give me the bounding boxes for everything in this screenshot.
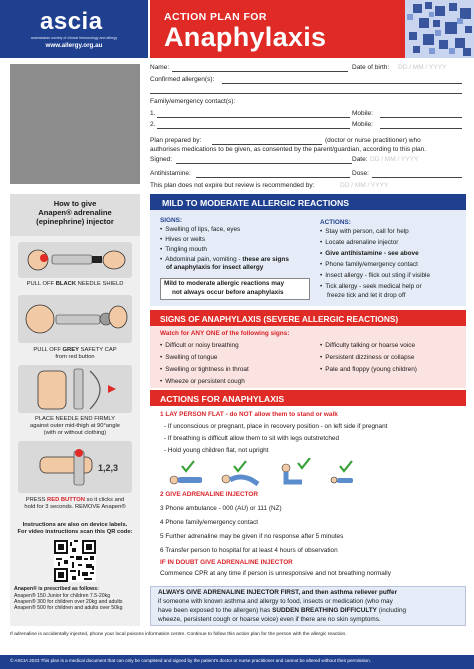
title-pre: ACTION PLAN FOR: [164, 11, 267, 23]
allergens-label: Confirmed allergen(s):: [150, 76, 215, 83]
mild-warning-2: not always occur before anaphylaxis: [172, 289, 284, 296]
action-step-4: 4 Phone family/emergency contact: [160, 519, 259, 526]
anapen-title-line-2: Anapen® adrenaline: [38, 208, 112, 217]
step1-caption-post: NEEDLE SHIELD: [77, 281, 124, 287]
expiry-field[interactable]: DD / MM / YYYY: [340, 182, 389, 189]
step2-caption-post: SAFETY CAP: [80, 347, 117, 353]
step3-caption-2: against outer mid-thigh at 90°angle: [30, 423, 120, 429]
step2-subcaption: from red button: [55, 354, 95, 360]
mild-action-2: • Locate adrenaline injector: [320, 239, 398, 247]
org-name: australasian society of clinical immunology and allergy: [30, 36, 118, 40]
step4-caption-em: RED BUTTON: [47, 497, 85, 503]
date-field[interactable]: DD / MM / YYYY: [370, 156, 419, 163]
asthma-line-3: [158, 607, 406, 615]
svg-text:1,2,3: 1,2,3: [98, 463, 119, 473]
antihistamine-label: Antihistamine:: [150, 170, 191, 177]
expiry-label: This plan does not expire but review is recommended by:: [150, 182, 315, 189]
step3-caption-1: PLACE NEEDLE END FIRMLY: [34, 416, 116, 422]
lying-flat-figure: [170, 461, 202, 484]
asthma-line-2: if someone with known asthma and allergy to food, insects or medication (who may: [158, 598, 393, 605]
positioning-illustration: [164, 458, 374, 488]
mobile-2-field[interactable]: [380, 128, 462, 129]
mild-sign-2: • Hives or welts: [160, 236, 205, 244]
child-flat-figure: [331, 461, 353, 483]
signed-label: Signed:: [150, 156, 173, 163]
step1-caption: [10, 281, 140, 288]
prepared-by-field[interactable]: [212, 144, 322, 145]
instructions-note-1: Instructions are also on device labels.: [22, 522, 128, 528]
severe-sign-6: • Persistent dizziness or collapse: [320, 354, 414, 362]
action-step-2: 2 GIVE ADRENALINE INJECTOR: [160, 491, 259, 498]
contact-2-num: 2.: [150, 121, 156, 128]
step2-illustration: [18, 295, 132, 343]
mild-sign-1: • Swelling of lips, face, eyes: [160, 226, 240, 234]
org-url[interactable]: www.allergy.org.au: [45, 42, 103, 49]
step2-caption-pre: PULL OFF: [33, 347, 61, 353]
step1-caption-em: BLACK: [55, 281, 77, 287]
asthma-line-4: wheeze, persistent cough or hoarse voice) even if there are no skin symptoms.: [158, 616, 381, 623]
step3-caption-3: (with or without clothing): [43, 430, 107, 436]
mild-sign-4: [160, 256, 289, 264]
severe-sign-7: • Pale and floppy (young children): [320, 366, 417, 374]
prescription-2: Anapen® 300 for children over 20kg and adults: [14, 599, 123, 605]
actions-label: ACTIONS:: [320, 219, 351, 226]
allergens-field-2[interactable]: [150, 93, 462, 94]
mobile-1-field[interactable]: [380, 117, 462, 118]
severe-sign-4: • Wheeze or persistent cough: [160, 378, 245, 386]
header-decoration: [405, 0, 474, 58]
dose-field[interactable]: [372, 177, 462, 178]
mobile-1-label: Mobile:: [352, 110, 373, 117]
mobile-2-label: Mobile:: [352, 121, 373, 128]
mild-action-5: • Insect allergy - flick out sting if visible: [320, 272, 430, 280]
step4-caption-pre: PRESS: [25, 497, 46, 503]
asthma-line-3-em: SUDDEN BREATHING DIFFICULTY: [272, 607, 377, 614]
step4-illustration: [18, 441, 132, 493]
footer-text: © ASCIA 2023 This plan is a medical document that can only be completed and signed by the patient's doctor or nurse practitioner and cannot be altered without their permission.: [10, 658, 371, 663]
name-field[interactable]: [172, 71, 348, 72]
actions-heading: ACTIONS FOR ANAPHYLAXIS: [160, 394, 285, 404]
cpr-note: Commence CPR at any time if person is unresponsive and not breathing normally: [160, 570, 391, 577]
asthma-line-3-post: (including: [378, 607, 407, 614]
step4-caption-2: hold for 3 seconds. REMOVE Anapen®: [24, 504, 126, 510]
accidental-injection-note: If adrenaline is accidentally injected, phone your local poisons information centre. Continue to follow this action plan for the person with the allergic reaction.: [10, 632, 347, 637]
authorises-text: authorises medications to be given, as consented by the parent/guardian, according to this plan.: [150, 146, 427, 153]
instructions-note-2: For video instructions scan this QR code:: [17, 529, 133, 535]
severe-sign-1: • Difficult or noisy breathing: [160, 342, 239, 350]
sitting-figure: [282, 458, 310, 482]
action-step-1a: - If unconscious or pregnant, place in recovery position - on left side if pregnant: [164, 423, 388, 430]
step2-caption: [10, 347, 140, 354]
prepared-by-note: (doctor or nurse practitioner) who: [325, 137, 421, 144]
prescription-title: Anapen® is prescribed as follows:: [14, 586, 99, 592]
severe-sign-2: • Swelling of tongue: [160, 354, 217, 362]
allergens-field-1[interactable]: [222, 83, 462, 84]
action-step-1c: - Hold young children flat, not upright: [164, 447, 269, 454]
antihistamine-field[interactable]: [196, 177, 350, 178]
action-step-3: 3 Phone ambulance - 000 (AU) or 111 (NZ): [160, 505, 282, 512]
dob-label: Date of birth:: [352, 64, 390, 71]
severe-heading: SIGNS OF ANAPHYLAXIS (SEVERE ALLERGIC REACTIONS): [160, 314, 399, 324]
date-label: Date:: [352, 156, 368, 163]
step1-caption-pre: PULL OFF: [26, 281, 55, 287]
signs-label: SIGNS:: [160, 217, 183, 224]
name-label: Name:: [150, 64, 170, 71]
anapen-title-line-1: How to give: [53, 199, 97, 208]
contact-2-field[interactable]: [157, 128, 350, 129]
contacts-label: Family/emergency contact(s):: [150, 98, 236, 105]
prescription-3: Anapen® 500 for children and adults over 50kg: [14, 605, 123, 611]
action-step-1: 1 LAY PERSON FLAT - do NOT allow them to stand or walk: [160, 411, 338, 418]
contact-1-num: 1.: [150, 110, 156, 117]
mild-action-6-cont: freeze tick and let it drop off: [327, 292, 406, 299]
step2-caption-em: GREY: [62, 347, 79, 353]
anapen-title-line-3: (epinephrine) injector: [36, 217, 114, 226]
patient-photo-placeholder[interactable]: [10, 64, 140, 184]
dose-label: Dose:: [352, 170, 369, 177]
asthma-line-1: ALWAYS GIVE ADRENALINE INJECTOR FIRST, and then asthma reliever puffer: [158, 589, 398, 596]
signed-field[interactable]: [176, 163, 352, 164]
doubt-note: IF IN DOUBT GIVE ADRENALINE INJECTOR: [160, 559, 293, 566]
action-step-6: 6 Transfer person to hospital for at least 4 hours of observation: [160, 547, 338, 554]
mild-action-3: • Give antihistamine - see above: [320, 250, 419, 258]
mild-action-1: • Stay with person, call for help: [320, 228, 409, 236]
mild-sign-3: • Tingling mouth: [160, 246, 207, 254]
anapen-title: [10, 199, 140, 226]
qr-code[interactable]: [54, 540, 96, 582]
mild-action-4: • Phone family/emergency contact: [320, 261, 418, 269]
severe-sign-3: • Swelling or tightness in throat: [160, 366, 249, 374]
mild-action-6: • Tick allergy - seek medical help or: [320, 283, 422, 291]
step4-caption-post: so it clicks and: [86, 497, 125, 503]
dob-field[interactable]: DD / MM / YYYY: [398, 64, 447, 71]
action-step-1b: - If breathing is difficult allow them to sit with legs outstretched: [164, 435, 339, 442]
step4-caption-1: [10, 497, 140, 504]
ascia-logo: ascia: [40, 8, 103, 35]
step3-illustration: [18, 365, 132, 413]
mild-sign-4-cont: of anaphylaxis for insect allergy: [166, 264, 264, 271]
severe-watch: Watch for ANY ONE of the following signs:: [160, 330, 290, 337]
recovery-position-figure: [222, 461, 258, 484]
action-step-5: 5 Further adrenaline may be given if no response after 5 minutes: [160, 533, 344, 540]
severe-sign-5: • Difficulty talking or hoarse voice: [320, 342, 415, 350]
prescription-1: Anapen® 150 Junior for children 7.5-20kg: [14, 593, 111, 599]
page-title: Anaphylaxis: [164, 22, 327, 52]
abdo-em: these are signs: [242, 256, 289, 263]
prepared-by-label: Plan prepared by:: [150, 137, 202, 144]
abdo-text: Abdominal pain, vomiting -: [165, 256, 241, 263]
contact-1-field[interactable]: [157, 117, 350, 118]
mild-heading: MILD TO MODERATE ALLERGIC REACTIONS: [162, 198, 350, 208]
step1-illustration: [18, 242, 132, 278]
asthma-line-3-pre: have been exposed to the allergen) has: [158, 607, 271, 614]
mild-warning-1: Mild to moderate allergic reactions may: [164, 280, 285, 287]
